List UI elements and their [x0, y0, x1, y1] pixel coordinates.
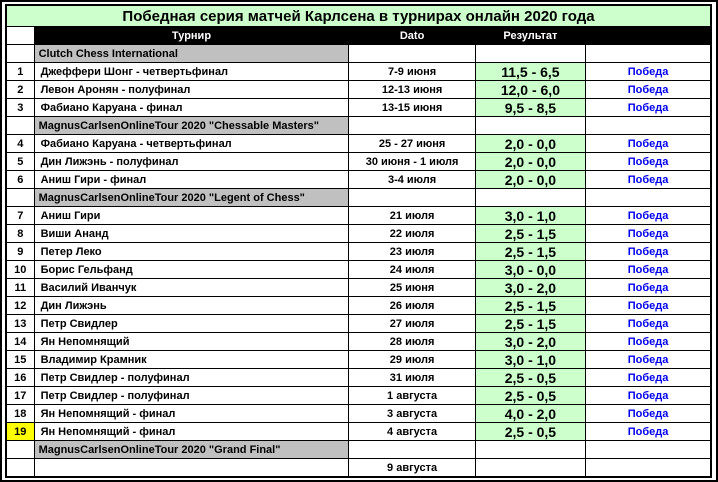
row-number-cell[interactable]: 5 [6, 153, 34, 171]
result-cell[interactable]: 2,5 - 1,5 [475, 315, 585, 333]
result-cell[interactable]: 3,0 - 2,0 [475, 279, 585, 297]
result-cell[interactable]: 12,0 - 6,0 [475, 81, 585, 99]
header-result-cell[interactable]: Результат [475, 27, 585, 45]
row-number-cell[interactable]: 8 [6, 225, 34, 243]
opponent-cell[interactable]: Фабиано Каруана - четвертьфинал [34, 135, 349, 153]
table-row [6, 63, 711, 81]
outcome-cell[interactable] [586, 45, 711, 63]
date-cell[interactable] [349, 441, 475, 459]
date-cell[interactable]: 29 июля [349, 351, 475, 369]
section-row [6, 189, 711, 207]
table-row [6, 315, 711, 333]
outcome-cell[interactable] [586, 459, 711, 478]
date-cell[interactable]: 7-9 июня [349, 63, 475, 81]
table-row [6, 261, 711, 279]
date-cell[interactable]: 25 - 27 июня [349, 135, 475, 153]
date-cell[interactable]: 24 июля [349, 261, 475, 279]
header-number-cell[interactable] [6, 27, 34, 45]
table-row [6, 351, 711, 369]
opponent-cell[interactable]: Аниш Гири - финал [34, 171, 349, 189]
outcome-cell[interactable]: Победа [586, 171, 711, 189]
table-row [6, 333, 711, 351]
result-cell[interactable]: 11,5 - 6,5 [475, 63, 585, 81]
row-number-cell[interactable]: 14 [6, 333, 34, 351]
empty-row [6, 459, 711, 478]
table-row [6, 99, 711, 117]
row-number-cell[interactable]: 4 [6, 135, 34, 153]
date-cell[interactable]: 22 июля [349, 225, 475, 243]
opponent-cell[interactable]: Аниш Гири [34, 207, 349, 225]
opponent-cell[interactable]: Петр Свидлер - полуфинал [34, 387, 349, 405]
outcome-cell[interactable]: Победа [586, 81, 711, 99]
result-cell[interactable]: 4,0 - 2,0 [475, 405, 585, 423]
opponent-cell[interactable]: Виши Ананд [34, 225, 349, 243]
date-cell[interactable]: 25 июня [349, 279, 475, 297]
header-date-cell[interactable]: Dato [349, 27, 475, 45]
date-cell[interactable]: 3 августа [349, 405, 475, 423]
date-cell[interactable]: 23 июля [349, 243, 475, 261]
row-number-cell[interactable]: 13 [6, 315, 34, 333]
header-row [6, 27, 711, 45]
row-number-cell[interactable]: 9 [6, 243, 34, 261]
outcome-cell[interactable]: Победа [586, 207, 711, 225]
row-number-cell[interactable]: 11 [6, 279, 34, 297]
opponent-cell[interactable]: Дин Лижэнь [34, 297, 349, 315]
row-number-cell[interactable]: 10 [6, 261, 34, 279]
table-row [6, 171, 711, 189]
header-tournament-cell[interactable]: Турнир [34, 27, 349, 45]
outcome-cell[interactable]: Победа [586, 261, 711, 279]
opponent-cell[interactable]: Петер Леко [34, 243, 349, 261]
section-label-cell[interactable]: Clutch Chess International [34, 45, 349, 63]
opponent-cell[interactable]: Дин Лижэнь - полуфинал [34, 153, 349, 171]
section-label-cell[interactable]: MagnusCarlsenOnlineTour 2020 "Grand Final" [34, 441, 349, 459]
row-number-cell[interactable]: 17 [6, 387, 34, 405]
outcome-cell[interactable]: Победа [586, 351, 711, 369]
opponent-cell[interactable]: Петр Свидлер [34, 315, 349, 333]
row-number-cell[interactable]: 12 [6, 297, 34, 315]
outcome-cell[interactable]: Победа [586, 63, 711, 81]
row-number-cell[interactable]: 15 [6, 351, 34, 369]
table-row [6, 387, 711, 405]
table-row [6, 81, 711, 99]
row-number-cell[interactable]: 3 [6, 99, 34, 117]
opponent-cell[interactable]: Владимир Крамник [34, 351, 349, 369]
outcome-cell[interactable]: Победа [586, 135, 711, 153]
row-number-cell[interactable] [6, 189, 34, 207]
row-number-cell[interactable] [6, 45, 34, 63]
table-row [6, 135, 711, 153]
outcome-cell[interactable]: Победа [586, 279, 711, 297]
date-cell[interactable]: 1 августа [349, 387, 475, 405]
outcome-cell[interactable] [586, 441, 711, 459]
title-row [6, 5, 711, 27]
row-number-cell[interactable]: 6 [6, 171, 34, 189]
outcome-cell[interactable]: Победа [586, 225, 711, 243]
date-cell[interactable]: 13-15 июня [349, 99, 475, 117]
table-row [6, 297, 711, 315]
opponent-cell[interactable]: Ян Непомнящий - финал [34, 405, 349, 423]
result-cell[interactable]: 9,5 - 8,5 [475, 99, 585, 117]
results-table [5, 4, 712, 478]
opponent-cell[interactable]: Левон Аронян - полуфинал [34, 81, 349, 99]
date-cell[interactable]: 12-13 июня [349, 81, 475, 99]
result-cell[interactable]: 3,0 - 1,0 [475, 351, 585, 369]
outcome-cell[interactable]: Победа [586, 99, 711, 117]
match-table-body [6, 5, 711, 477]
date-cell[interactable]: 3-4 июля [349, 171, 475, 189]
result-cell[interactable]: 2,5 - 1,5 [475, 243, 585, 261]
result-cell[interactable]: 2,5 - 1,5 [475, 225, 585, 243]
result-cell[interactable]: 2,5 - 0,5 [475, 369, 585, 387]
page-title: Победная серия матчей Карлсена в турнирах онлайн 2020 года [6, 5, 711, 27]
section-label-cell[interactable]: MagnusCarlsenOnlineTour 2020 "Legent of Chess" [34, 189, 349, 207]
outcome-cell[interactable]: Победа [586, 369, 711, 387]
opponent-cell[interactable]: Ян Непомнящий [34, 333, 349, 351]
table-row [6, 243, 711, 261]
row-number-cell[interactable]: 2 [6, 81, 34, 99]
opponent-cell[interactable]: Петр Свидлер - полуфинал [34, 369, 349, 387]
result-cell[interactable]: 2,0 - 0,0 [475, 171, 585, 189]
date-cell[interactable]: 30 июня - 1 июля [349, 153, 475, 171]
result-cell[interactable]: 2,0 - 0,0 [475, 135, 585, 153]
result-cell[interactable] [475, 459, 585, 478]
outcome-cell[interactable]: Победа [586, 297, 711, 315]
date-cell[interactable]: 28 июля [349, 333, 475, 351]
outcome-cell[interactable]: Победа [586, 387, 711, 405]
opponent-cell[interactable]: Фабиано Каруана - финал [34, 99, 349, 117]
result-cell[interactable]: 2,5 - 0,5 [475, 423, 585, 441]
outcome-cell[interactable]: Победа [586, 405, 711, 423]
row-number-cell[interactable]: 1 [6, 63, 34, 81]
opponent-cell[interactable]: Джеффери Шонг - четвертьфинал [34, 63, 349, 81]
outcome-cell[interactable] [586, 117, 711, 135]
opponent-cell[interactable]: Ян Непомнящий - финал [34, 423, 349, 441]
row-number-cell[interactable] [6, 441, 34, 459]
table-row [6, 207, 711, 225]
table-row [6, 225, 711, 243]
outcome-cell[interactable]: Победа [586, 315, 711, 333]
opponent-cell[interactable]: Борис Гельфанд [34, 261, 349, 279]
result-cell[interactable] [475, 441, 585, 459]
table-row [6, 405, 711, 423]
date-cell[interactable]: 31 июля [349, 369, 475, 387]
section-row [6, 441, 711, 459]
date-cell[interactable]: 9 августа [349, 459, 475, 478]
result-cell[interactable]: 3,0 - 2,0 [475, 333, 585, 351]
opponent-cell[interactable] [34, 459, 349, 478]
row-number-cell[interactable]: 19 [6, 423, 34, 441]
table-row [6, 279, 711, 297]
row-number-cell[interactable]: 18 [6, 405, 34, 423]
section-label-cell[interactable]: MagnusCarlsenOnlineTour 2020 "Chessable Masters" [34, 117, 349, 135]
row-number-cell[interactable] [6, 459, 34, 478]
result-cell[interactable]: 2,5 - 0,5 [475, 387, 585, 405]
opponent-cell[interactable]: Василий Иванчук [34, 279, 349, 297]
row-number-cell[interactable]: 16 [6, 369, 34, 387]
outcome-cell[interactable]: Победа [586, 153, 711, 171]
date-cell[interactable] [349, 45, 475, 63]
row-number-cell[interactable] [6, 117, 34, 135]
date-cell[interactable]: 21 июля [349, 207, 475, 225]
section-row [6, 117, 711, 135]
table-row [6, 423, 711, 441]
row-number-cell[interactable]: 7 [6, 207, 34, 225]
result-cell[interactable]: 2,5 - 1,5 [475, 297, 585, 315]
outcome-cell[interactable]: Победа [586, 423, 711, 441]
date-cell[interactable] [349, 117, 475, 135]
outcome-cell[interactable] [586, 189, 711, 207]
result-cell[interactable]: 3,0 - 1,0 [475, 207, 585, 225]
date-cell[interactable] [349, 189, 475, 207]
table-row [6, 153, 711, 171]
header-outcome-cell[interactable] [586, 27, 711, 45]
result-cell[interactable]: 2,0 - 0,0 [475, 153, 585, 171]
result-cell[interactable]: 3,0 - 0,0 [475, 261, 585, 279]
date-cell[interactable]: 27 июля [349, 315, 475, 333]
result-cell[interactable] [475, 45, 585, 63]
section-row [6, 45, 711, 63]
date-cell[interactable]: 26 июля [349, 297, 475, 315]
outcome-cell[interactable]: Победа [586, 243, 711, 261]
table-row [6, 369, 711, 387]
result-cell[interactable] [475, 117, 585, 135]
result-cell[interactable] [475, 189, 585, 207]
outcome-cell[interactable]: Победа [586, 333, 711, 351]
date-cell[interactable]: 4 августа [349, 423, 475, 441]
